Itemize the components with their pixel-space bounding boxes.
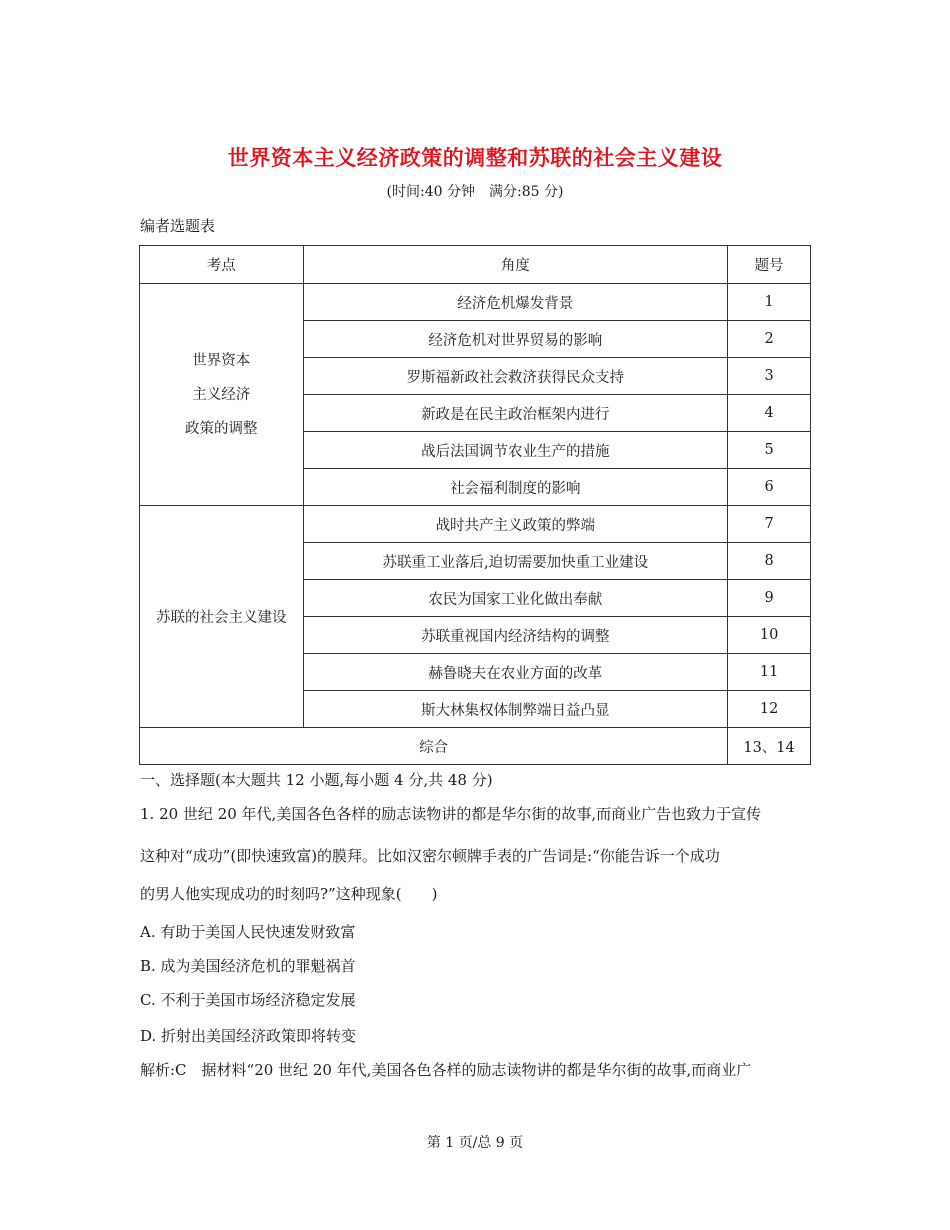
document-subtitle: (时间:40 分钟 满分:85 分) <box>386 184 564 200</box>
option-d: D. 折射出美国经济政策即将转变 <box>140 1027 357 1045</box>
table-row <box>140 284 811 321</box>
section-heading: 一、选择题(本大题共 12 小题,每小题 4 分,共 48 分) <box>140 771 493 789</box>
number-cell: 11 <box>728 654 811 691</box>
analysis-line: 解析:C 据材料“20 世纪 20 年代,美国各色各样的励志读物讲的都是华尔街的故事,而商业广 <box>140 1061 752 1079</box>
table-row <box>140 506 811 543</box>
question-stem-line: 1. 20 世纪 20 年代,美国各色各样的励志读物讲的都是华尔街的故事,而商业广告也致力于宣传 <box>140 805 762 823</box>
angle-cell: 农民为国家工业化做出奉献 <box>303 580 728 617</box>
number-cell: 12 <box>728 691 811 728</box>
number-cell: 4 <box>728 395 811 432</box>
angle-cell: 经济危机对世界贸易的影响 <box>303 321 728 358</box>
angle-cell: 新政是在民主政治框架内进行 <box>303 395 728 432</box>
option-b: B. 成为美国经济危机的罪魁祸首 <box>140 957 356 975</box>
topic-selection-table <box>139 245 811 765</box>
topic-cell-capitalism <box>140 284 304 506</box>
document-title: 世界资本主义经济政策的调整和苏联的社会主义建设 <box>227 145 723 170</box>
table-label: 编者选题表 <box>140 217 216 235</box>
angle-cell: 苏联重工业落后,迫切需要加快重工业建设 <box>303 543 728 580</box>
angle-cell: 社会福利制度的影响 <box>303 469 728 506</box>
summary-row <box>140 728 811 765</box>
number-cell: 3 <box>728 358 811 395</box>
number-cell: 2 <box>728 321 811 358</box>
angle-cell: 斯大林集权体制弊端日益凸显 <box>303 691 728 728</box>
option-c: C. 不利于美国市场经济稳定发展 <box>140 991 356 1009</box>
header-number: 题号 <box>728 246 811 284</box>
summary-label: 综合 <box>140 728 728 765</box>
topic-line: 世界资本 <box>192 352 251 369</box>
question-stem-line: 这种对“成功”(即快速致富)的膜拜。比如汉密尔顿牌手表的广告词是:“你能告诉一个成功 <box>140 847 720 865</box>
header-topic: 考点 <box>140 246 304 284</box>
angle-cell: 经济危机爆发背景 <box>303 284 728 321</box>
topic-line: 政策的调整 <box>185 420 258 437</box>
header-angle: 角度 <box>303 246 728 284</box>
angle-cell: 战后法国调节农业生产的措施 <box>303 432 728 469</box>
table-header-row <box>140 246 811 284</box>
topic-line: 主义经济 <box>192 386 251 403</box>
number-cell: 9 <box>728 580 811 617</box>
question-stem-line: 的男人他实现成功的时刻吗?”这种现象( ) <box>140 885 438 903</box>
number-cell: 8 <box>728 543 811 580</box>
number-cell: 7 <box>728 506 811 543</box>
angle-cell: 罗斯福新政社会救济获得民众支持 <box>303 358 728 395</box>
page-footer: 第 1 页/总 9 页 <box>426 1135 524 1151</box>
option-a: A. 有助于美国人民快速发财致富 <box>140 923 356 941</box>
angle-cell: 战时共产主义政策的弊端 <box>303 506 728 543</box>
summary-number: 13、14 <box>728 728 811 765</box>
number-cell: 6 <box>728 469 811 506</box>
topic-cell-soviet: 苏联的社会主义建设 <box>140 506 304 728</box>
number-cell: 1 <box>728 284 811 321</box>
angle-cell: 赫鲁晓夫在农业方面的改革 <box>303 654 728 691</box>
angle-cell: 苏联重视国内经济结构的调整 <box>303 617 728 654</box>
number-cell: 10 <box>728 617 811 654</box>
number-cell: 5 <box>728 432 811 469</box>
